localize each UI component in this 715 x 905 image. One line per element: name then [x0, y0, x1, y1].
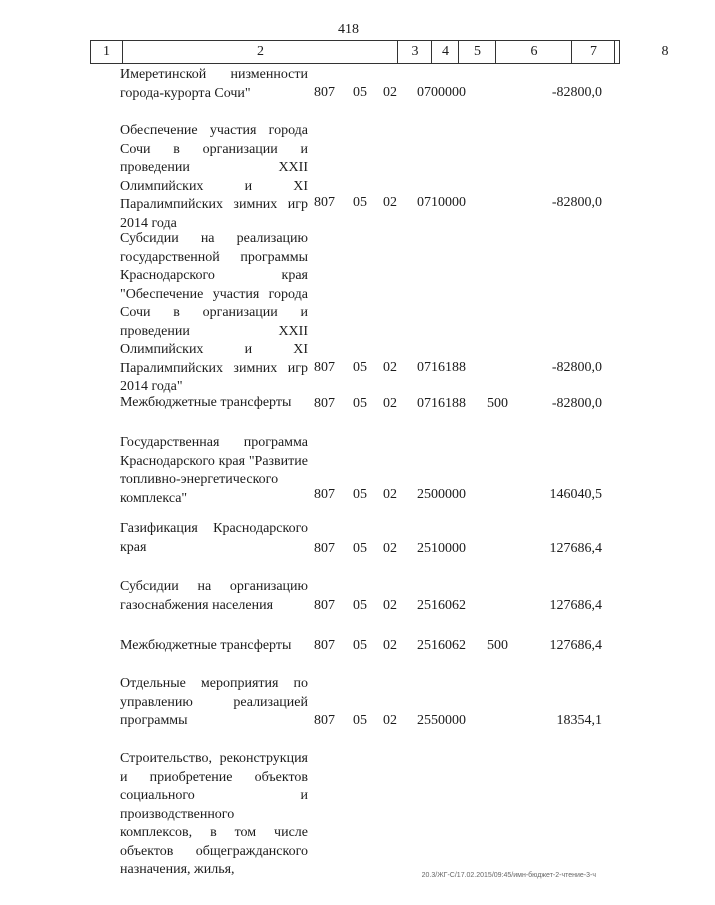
row-col8: -82800,0	[551, 85, 602, 100]
row-col4: 05	[353, 541, 367, 556]
row-col4: 05	[353, 598, 367, 613]
row-col3: 807	[314, 487, 335, 502]
row-col5: 02	[383, 598, 397, 613]
row-col6: 2500000	[417, 487, 466, 502]
row-col6: 2516062	[417, 598, 466, 613]
row-col8: 127686,4	[549, 541, 602, 556]
row-col4: 05	[353, 85, 367, 100]
row-description: Межбюджетные трансферты	[120, 395, 292, 410]
row-col5: 02	[383, 541, 397, 556]
row-description: Строительство, реконструкция и приобретение объектов социального и производственного комплексов, в том числе объектов общегражданского назначения, жилья,	[120, 751, 308, 877]
row-col8: 18354,1	[556, 713, 602, 728]
header-col-7: 7	[571, 41, 615, 63]
page-number: 418	[338, 22, 359, 37]
row-description: Отдельные мероприятия по управлению реализацией программы	[120, 676, 308, 728]
row-description: Межбюджетные трансферты	[120, 638, 292, 653]
row-col8: -82800,0	[551, 360, 602, 375]
table-header	[90, 40, 669, 64]
row-col4: 05	[353, 360, 367, 375]
row-col6: 0716188	[417, 396, 466, 411]
row-col8: 127686,4	[549, 598, 602, 613]
header-col-1: 1	[103, 44, 110, 59]
row-col4: 05	[353, 195, 367, 210]
row-col4: 05	[353, 713, 367, 728]
row-col6: 2510000	[417, 541, 466, 556]
row-col5: 02	[383, 713, 397, 728]
document-footer: 20.3/ЖГ-С/17.02.2015/09:45/имн-бюджет-2-чтение-3-ч	[421, 872, 596, 879]
row-col8: 146040,5	[549, 487, 602, 502]
row-col6: 2516062	[417, 638, 466, 653]
row-col3: 807	[314, 396, 335, 411]
row-col8: -82800,0	[551, 195, 602, 210]
row-col7: 500	[487, 638, 508, 653]
row-col5: 02	[383, 396, 397, 411]
row-col5: 02	[383, 85, 397, 100]
row-col5: 02	[383, 638, 397, 653]
header-col-4: 4	[431, 41, 459, 63]
row-col3: 807	[314, 85, 335, 100]
row-col5: 02	[383, 195, 397, 210]
header-col-8: 8	[614, 41, 715, 63]
row-col7: 500	[487, 396, 508, 411]
row-col5: 02	[383, 487, 397, 502]
row-description: Газификация Краснодарского края	[120, 521, 308, 555]
row-col3: 807	[314, 713, 335, 728]
row-col3: 807	[314, 638, 335, 653]
row-description: Государственная программа Краснодарского края "Развитие топливно-энергетического комплекса"	[120, 435, 308, 506]
row-description: Имеретинской низменности города-курорта Сочи"	[120, 67, 308, 101]
row-description: Субсидии на организацию газоснабжения населения	[120, 579, 308, 613]
row-description: Субсидии на реализацию государственной программы Краснодарского края "Обеспечение участия города Сочи в организации и проведении XXII Олимпийских и XI Паралимпийских зимних игр 2014 года"	[120, 231, 308, 394]
header-col-6: 6	[495, 41, 572, 63]
row-col4: 05	[353, 638, 367, 653]
header-col-5: 5	[458, 41, 496, 63]
row-col8: 127686,4	[549, 638, 602, 653]
row-col8: -82800,0	[551, 396, 602, 411]
row-col6: 0700000	[417, 85, 466, 100]
row-col4: 05	[353, 396, 367, 411]
row-col5: 02	[383, 360, 397, 375]
row-col3: 807	[314, 541, 335, 556]
row-col3: 807	[314, 195, 335, 210]
row-col6: 0710000	[417, 195, 466, 210]
row-col3: 807	[314, 360, 335, 375]
header-col-3: 3	[397, 41, 432, 63]
row-col6: 0716188	[417, 360, 466, 375]
row-col6: 2550000	[417, 713, 466, 728]
row-description: Обеспечение участия города Сочи в организации и проведении XXII Олимпийских и XI Паралимпийских зимних игр 2014 года	[120, 123, 308, 231]
row-col4: 05	[353, 487, 367, 502]
header-col-2: 2	[122, 41, 398, 63]
row-col3: 807	[314, 598, 335, 613]
